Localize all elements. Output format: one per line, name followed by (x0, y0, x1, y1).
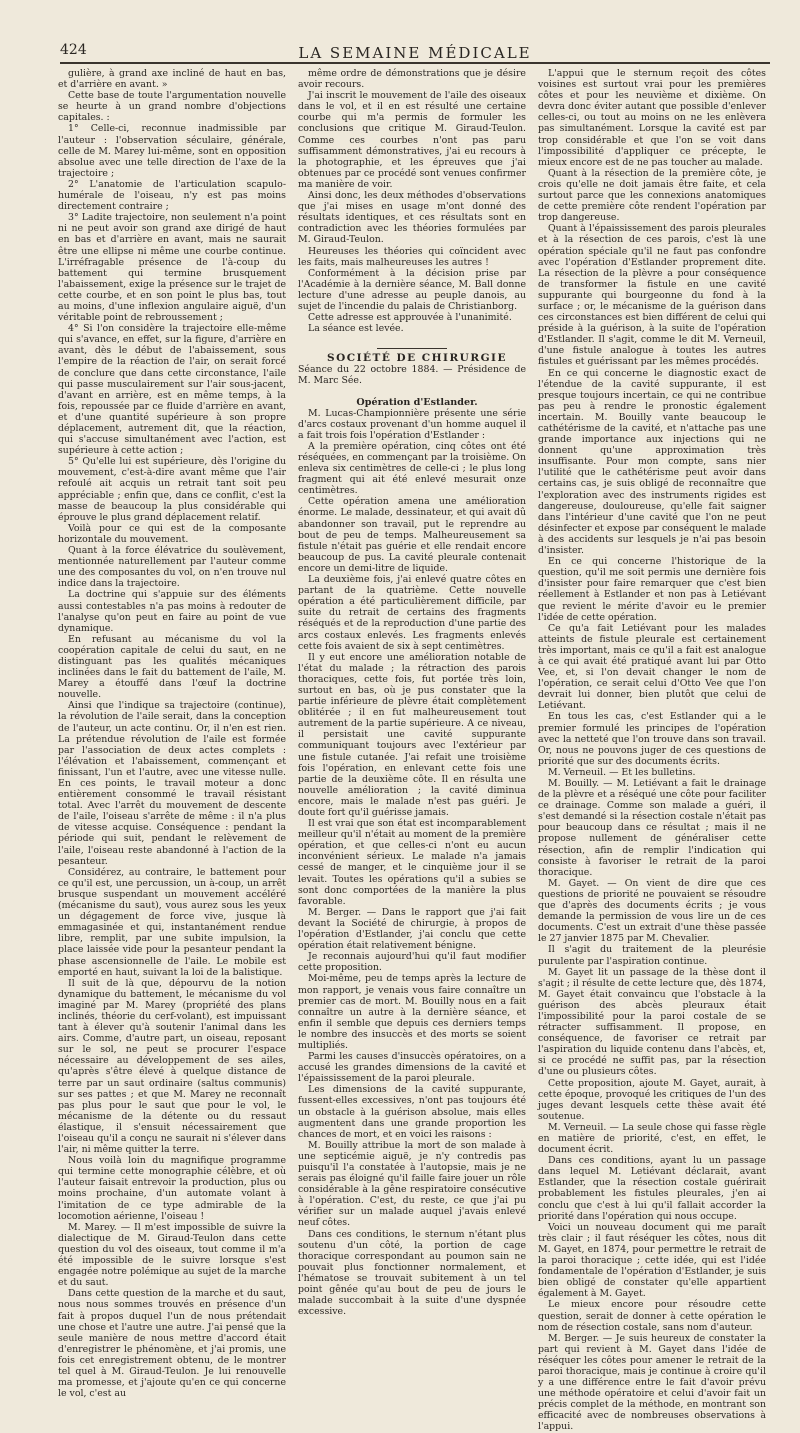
paragraph: Ainsi donc, les deux méthodes d'observations que j'ai mises en usage m'ont donné des résultats identiques, et ces résultats sont en contradiction avec les théories formulées par M. Giraud-Teulon. (298, 190, 526, 246)
paragraph: Ainsi que l'indique sa trajectoire (continue), la révolution de l'aile serait, dans la conception de l'auteur, un acte continu. Or, il n'en est rien. La prétendue révolution de l'aile est formée par l'association de deux actes complets : l'élévation et l'abaissement, commençant et finissant, l'un et l'autre, avec une vitesse nulle. En ces points, le travail moteur a donc entièrement consommé le travail résistant total. Avec l'arrêt du mouvement de descente de l'aile, l'oiseau s'arrête de même : il n'a plus de vitesse acquise. Conséquence : pendant la période qui suit, pendant le relèvement de l'aile, l'oiseau reste abandonné à l'action de la pesanteur. (58, 700, 286, 867)
paragraph: M. Berger. — Dans le rapport que j'ai fait devant la Société de chirurgie, à propos de l'opération d'Estlander, j'ai conclu que cette opération était relativement bénigne. (298, 906, 526, 952)
paragraph: 3° Ladite trajectoire, non seulement n'a point ni ne peut avoir son grand axe dirigé de haut en bas et d'arrière en avant, mais ne saurait être une ellipse ni même une courbe continue. L'irréfragable présence de l'à-coup du battement qui termine brusquement l'abaissement, exige la présence sur le trajet de cette courbe, et en son point le plus bas, tout au moins, d'une inflexion angulaire aiguë, d'un véritable point de rebroussement ; (58, 212, 286, 324)
paragraph: La séance est levée. (308, 323, 404, 335)
section-title: SOCIÉTÉ DE CHIRURGIE (327, 352, 507, 365)
paragraph: J'ai inscrit le mouvement de l'aile des oiseaux dans le vol, et il en est résulté une certaine courbe qui m'a permis de formuler les conclusions que critique M. Giraud-Teulon. Comme ces courbes n'ont pas paru suffisamment démonstratives, j'ai eu recours à la photographie, et les épreuves que j'ai obtenues par ce procédé sont venues confirmer ma manière de voir. (298, 90, 526, 190)
paragraph: Il s'agit du traitement de la pleurésie purulente par l'aspiration continue. (538, 944, 766, 967)
paragraph: En ce qui concerne l'historique de la question, qu'il me soit permis une dernière fois d'insister pour faire remarquer que c'est bien réellement à Estlander et non pas à Letiévant que revient le mérite d'avoir eu le premier l'idée de cette opération. (538, 556, 766, 623)
paragraph: Il est vrai que son état est incomparablement meilleur qu'il n'était au moment de la première opération, et que celles-ci n'ont eu aucun inconvénient sérieux. Le malade n'a jamais cessé de manger, et le cinquième jour il se levait. Toutes les opérations qu'il a subies se sont donc comportées de la manière la plus favorable. (298, 818, 526, 907)
paragraph: Nous voilà loin du magnifique programme qui termine cette monographie célèbre, et où l'auteur faisait entrevoir la production, plus ou moins prochaine, d'un automate volant à l'imitation de ce type admirable de la locomotion aérienne, l'oiseau ! (58, 1155, 286, 1222)
column-right (538, 68, 766, 1433)
column-left (58, 68, 286, 1400)
paragraph: Cette base de toute l'argumentation nouvelle se heurte à un grand nombre d'objections capitales. : (58, 90, 286, 124)
paragraph: Dans cette question de la marche et du saut, nous nous sommes trouvés en présence d'un fait à propos duquel l'un de nous prétendait une chose et l'autre une autre. J'ai pensé que la seule manière de nous mettre d'accord était d'enregistrer le phénomène, et j'ai promis, une fois cet enregistrement obtenu, de le montrer tel quel à M. Giraud-Teulon. Je lui renouvelle ma promesse, et j'ajoute qu'en ce qui concerne le vol, c'est au (58, 1288, 286, 1400)
paragraph: Heureuses les théories qui coïncident avec les faits, mais malheureuses les autres ! (298, 245, 526, 268)
page-number: 424 (60, 42, 87, 58)
paragraph: M. Lucas-Championnière présente une série d'arcs costaux provenant d'un homme auquel il a fait trois fois l'opération d'Estlander : (298, 407, 526, 441)
paragraph: M. Gayet. — On vient de dire que ces questions de priorité ne pouvaient se résoudre que d'après des documents écrits ; je vous demande la permission de vous lire un de ces documents. C'est un extrait d'une thèse passée le 27 janvier 1875 par M. Chevalier. (538, 877, 766, 945)
paragraph: Ce qu'a fait Letiévant pour les malades atteints de fistule pleurale est certainement très important, mais ce qu'il a fait est analogue à ce qui avait été pratiqué avant lui par Otto Vee, et, si l'on devait changer le nom de l'opération, ce serait celui d'Otto Vee que l'on devrait lui donner, bien plutôt que celui de Letiévant. (538, 622, 766, 712)
paragraph: M. Gayet lit un passage de la thèse dont il s'agit ; il résulte de cette lecture que, dès 1874, M. Gayet était convaincu que l'obstacle à la guérison des abcès pleuraux était l'impossibilité pour la paroi costale de se rétracter suffisamment. Il propose, en conséquence, de favoriser ce retrait par l'aspiration du liquide contenu dans l'abcès, et, si ce procédé ne suffit pas, par la résection d'une ou plusieurs côtes. (538, 966, 766, 1078)
paragraph: Voilà pour ce qui est de la composante horizontale du mouvement. (58, 522, 286, 545)
paragraph: La deuxième fois, j'ai enlevé quatre côtes en partant de la quatrième. Cette nouvelle opération a été particulièrement difficile, par suite du retrait de certains des fragments réséqués et de la reproduction d'une partie des arcs costaux enlevés. Les fragments enlevés cette fois avaient de six à sept centimètres. (298, 574, 526, 652)
paragraph: Considérez, au contraire, le battement pour ce qu'il est, une percussion, un à-coup, un arrêt brusque suspendant un mouvement accéléré (mécanisme du saut), vous aurez sous les yeux un dégagement de force vive, jusque là emmagasinée et qui, instantanément rendue libre, remplit, par une subite impulsion, la place laissée vide pour la pesanteur pendant la phase ascensionnelle de l'aile. Le mobile est emporté en haut, suivant la loi de la balistique. (58, 866, 286, 978)
paragraph: même ordre de démonstrations que je désire avoir recours. (298, 68, 526, 91)
paragraph: Dans ces conditions, ayant lu un passage dans lequel M. Letiévant déclarait, avant Estlander, que la résection costale guérirait probablement les fistules pleurales, j'en ai conclu que c'est à lui qu'il fallait accorder la priorité dans l'opération qui nous occupe. (538, 1155, 766, 1222)
paragraph: L'appui que le sternum reçoit des côtes voisines est surtout vrai pour les premières côtes et pour les neuvième et dixième. On devra donc éviter autant que possible d'enlever celles-ci, ou tout au moins on ne les enlèvera pas simultanément. Lorsque la cavité est par trop considérable et que l'on se voit dans l'impossibilité d'appliquer ce précepte, le mieux encore est de ne pas toucher au malade. (538, 68, 766, 168)
paragraph: 4° Si l'on considère la trajectoire elle-même qui s'avance, en effet, sur la figure, d'arrière en avant, dès le début de l'abaissement, sous l'empire de la réaction de l'air, on serait forcé de conclure que dans cette circonstance, l'aile qui passe musculairement sur l'air sous-jacent, d'avant en arrière, est en même temps, à la fois, repoussée par ce fluide d'arrière en avant, et d'une quantité supérieure à son propre déplacement, autrement dit, que la réaction, qui s'accuse simultanément avec l'action, est supérieure à cette action ; (58, 323, 286, 457)
column-middle (298, 68, 526, 1318)
paragraph: gulière, à grand axe incliné de haut en bas, et d'arrière en avant. » (58, 68, 286, 91)
paragraph: Voici un nouveau document qui me paraît très clair ; il faut réséquer les côtes, nous dit M. Gayet, en 1874, pour permettre le retrait de la paroi thoracique ; cette idée, qui est l'idée fondamentale de l'opération d'Estlander, je suis bien obligé de constater qu'elle appartient également à M. Gayet. (538, 1221, 766, 1300)
paragraph: 1° Celle-ci, reconnue inadmissible par l'auteur : l'observation séculaire, générale, celle de M. Marey lui-même, sont en opposition absolue avec une telle direction de l'axe de la trajectoire ; (58, 123, 286, 179)
paragraph: Le mieux encore pour résoudre cette question, serait de donner à cette opération le nom de résection costale, sans nom d'auteur. (538, 1299, 766, 1333)
paragraph: Cette proposition, ajoute M. Gayet, aurait, à cette époque, provoqué les critiques de l'un des juges devant lesquels cette thèse avait été soutenue. (538, 1077, 766, 1122)
meeting-line: Séance du 22 octobre 1884. — Présidence de M. Marc Sée. (298, 364, 526, 387)
paragraph: Je reconnais aujourd'hui qu'il faut modifier cette proposition. (298, 951, 526, 974)
paragraph: A la première opération, cinq côtes ont été réséquées, en commençant par la troisième. On enleva six centimètres de celle-ci ; le plus long fragment qui ait été enlevé mesurait onze centimètres. (298, 440, 526, 497)
paragraph: Quant à la force élévatrice du soulèvement, mentionnée naturellement par l'auteur comme une des composantes du vol, on n'en trouve nul indice dans la trajectoire. (58, 545, 286, 590)
paragraph: Parmi les causes d'insuccès opératoires, on a accusé les grandes dimensions de la cavité et l'épaississement de la paroi pleurale. (298, 1051, 526, 1085)
paragraph: En refusant au mécanisme du vol la coopération capitale de celui du saut, en ne distinguant pas les qualités mécaniques inclinées dans le fait du battement de l'aile, M. Marey a étouffé dans l'œuf la doctrine nouvelle. (58, 633, 286, 701)
paragraph: Cette opération amena une amélioration énorme. Le malade, dessinateur, et qui avait dû abandonner son travail, put le reprendre au bout de peu de temps. Malheureusement sa fistule n'était pas guérie et elle rendait encore beaucoup de pus. La cavité pleurale contenait encore un demi-litre de liquide. (298, 496, 526, 574)
paragraph: Cette adresse est approuvée à l'unanimité. (308, 312, 512, 324)
paragraph: La doctrine qui s'appuie sur des éléments aussi contestables n'a pas moins à redouter de l'analyse qu'on peut en faire au point de vue dynamique. (58, 589, 286, 634)
paragraph: Moi-même, peu de temps après la lecture de mon rapport, je venais vous faire connaître un premier cas de mort. M. Bouilly nous en a fait connaître un autre à la dernière séance, et enfin il semble que depuis ces derniers temps le nombre des insuccès et des morts se soient multipliés. (298, 973, 526, 1051)
paragraph: M. Berger. — Je suis heureux de constater la part qui revient à M. Gayet dans l'idée de réséquer les côtes pour amener le retrait de la paroi thoracique, mais je continue à croire qu'il y a une différence entre le fait d'avoir prévu une méthode opératoire et celui d'avoir fait un précis complet de la méthode, en montrant son efficacité avec de nombreuses observations à l'appui. (538, 1332, 766, 1433)
paragraph: M. Marey. — Il m'est impossible de suivre la dialectique de M. Giraud-Teulon dans cette question du vol des oiseaux, tout comme il m'a été impossible de le suivre lorsque s'est engagée notre polémique au sujet de la marche et du saut. (58, 1221, 286, 1289)
paragraph: Les dimensions de la cavité suppurante, fussent-elles excessives, n'ont pas toujours été un obstacle à la guérison absolue, mais elles augmentent dans une grande proportion les chances de mort, et en voici les raisons : (298, 1084, 526, 1140)
paragraph: M. Bouilly attribue la mort de son malade à une septicémie aiguë, je n'y contredis pas puisqu'il l'a constatée à l'autopsie, mais je ne serais pas éloigné qu'il faille faire jouer un rôle considérable à la gêne respiratoire consécutive à l'opération. C'est, du reste, ce que j'ai pu vérifier sur un malade auquel j'avais enlevé neuf côtes. (298, 1139, 526, 1229)
paragraph: Dans ces conditions, le sternum n'étant plus soutenu d'un côté, la portion de cage thoracique correspondant au poumon sain ne pouvait plus fonctionner normalement, et l'hématose se trouvait subitement à un tel point gênée qu'au bout de peu de jours le malade succombait à la suite d'une dyspnée excessive. (298, 1228, 526, 1318)
paragraph: 5° Qu'elle lui est supérieure, dès l'origine du mouvement, c'est-à-dire avant même que l'air refoulé ait acquis un retrait tant soit peu appréciable ; enfin que, dans ce conflit, c'est la masse de beaucoup la plus considérable qui éprouve le plus grand déplacement relatif. (58, 456, 286, 523)
page-header (60, 40, 770, 64)
paragraph: En ce qui concerne le diagnostic exact de l'étendue de la cavité suppurante, il est presque toujours incertain, ce qui ne contribue pas peu à rendre le pronostic également incertain. M. Bouilly vante beaucoup le cathétérisme de la cavité, et n'attache pas une grande importance aux injections qui ne donnent qu'une approximation très insuffisante. Pour mon compte, sans nier l'utilité que le cathétérisme peut avoir dans certains cas, je suis obligé de reconnaître que l'exploration avec des instruments rigides est dangereuse, douloureuse, qu'elle fait saigner dans l'intérieur d'une cavité que l'on ne peut désinfecter et expose par conséquent le malade à des accidents sur lesquels je n'ai pas besoin d'insister. (538, 367, 766, 557)
paragraph: Quant à la résection de la première côte, je crois qu'elle ne doit jamais être faite, et cela surtout parce que les connexions anatomiques de cette première côte rendent l'opération par trop dangereuse. (538, 167, 766, 224)
journal-title: LA SEMAINE MÉDICALE (298, 44, 532, 62)
section-subtitle: Opération d'Estlander. (356, 396, 478, 408)
paragraph: Quant à l'épaississement des parois pleurales et à la résection de ces parois, c'est là une opération spéciale qu'il ne faut pas confondre avec l'opération d'Estlander proprement dite. La résection de la plèvre a pour conséquence de transformer la fistule en une cavité suppurante qui bourgeonne du fond à la surface ; or, le mécanisme de la guérison dans ces circonstances est bien différent de celui qui préside à la guérison, à la suite de l'opération d'Estlander. Il s'agit, comme le dit M. Verneuil, d'une fistule analogue à toutes les autres fistules et guérissant par les mêmes procédés. (538, 223, 766, 368)
paragraph: Il y eut encore une amélioration notable de l'état du malade ; la rétraction des parois thoraciques, cette fois, fut portée très loin, surtout en bas, où je pus constater que la partie inférieure de plèvre était complètement oblitérée ; il en fut malheureusement tout autrement de la partie supérieure. A ce niveau, il persistait une cavité suppurante communiquant toujours avec l'extérieur par une fistule cutanée. J'ai refait une troisième fois l'opération, en enlevant cette fois une partie de la deuxième côte. Il en résulta une nouvelle amélioration ; la cavité diminua encore, mais le malade n'est pas guéri. Je doute fort qu'il guérisse jamais. (298, 651, 526, 818)
paragraph: M. Bouilly. — M. Letiévant a fait le drainage de la plèvre et a réséqué une côte pour faciliter ce drainage. Comme son malade a guéri, il s'est demandé si la résection costale n'était pas pour beaucoup dans ce résultat ; mais il ne propose nullement de généraliser cette résection, afin de remplir l'indication qui consiste à favoriser le retrait de la paroi thoracique. (538, 778, 766, 878)
paragraph: 2° L'anatomie de l'articulation scapulo-humérale de l'oiseau, n'y est pas moins directement contraire ; (58, 178, 286, 213)
paragraph: Il suit de là que, dépourvu de la notion dynamique du battement, le mécanisme du vol imaginé par M. Marey (propriété des plans inclinés, théorie du cerf-volant), est impuissant tant à élever qu'à soutenir l'animal dans les airs. Comme, d'autre part, un oiseau, reposant sur le sol, ne peut se procurer l'espace nécessaire au développement de ses ailes, qu'après s'être élevé à quelque distance de terre par un saut ordinaire (saltus communis) sur ses pattes ; et que M. Marey ne reconnaît pas plus pour le saut que pour le vol, le mécanisme de la détente ou du ressaut élastique, il s'ensuit nécessairement que l'oiseau qu'il a conçu ne saurait ni s'élever dans l'air, ni même quitter la terre. (58, 977, 286, 1156)
section-divider (377, 348, 447, 349)
paragraph: En tous les cas, c'est Estlander qui a le premier formulé les principes de l'opération avec la netteté que l'on trouve dans son travail. Or, nous ne pouvons juger de ces questions de priorité que sur des documents écrits. (538, 711, 766, 767)
paragraph: M. Verneuil. — Et les bulletins. (548, 766, 696, 778)
paragraph: M. Verneuil. — La seule chose qui fasse règle en matière de priorité, c'est, en effet, le document écrit. (538, 1121, 766, 1156)
paragraph: Conformément à la décision prise par l'Académie à la dernière séance, M. Ball donne lecture d'une adresse au peuple danois, au sujet de l'incendie du palais de Christianborg. (298, 267, 526, 312)
